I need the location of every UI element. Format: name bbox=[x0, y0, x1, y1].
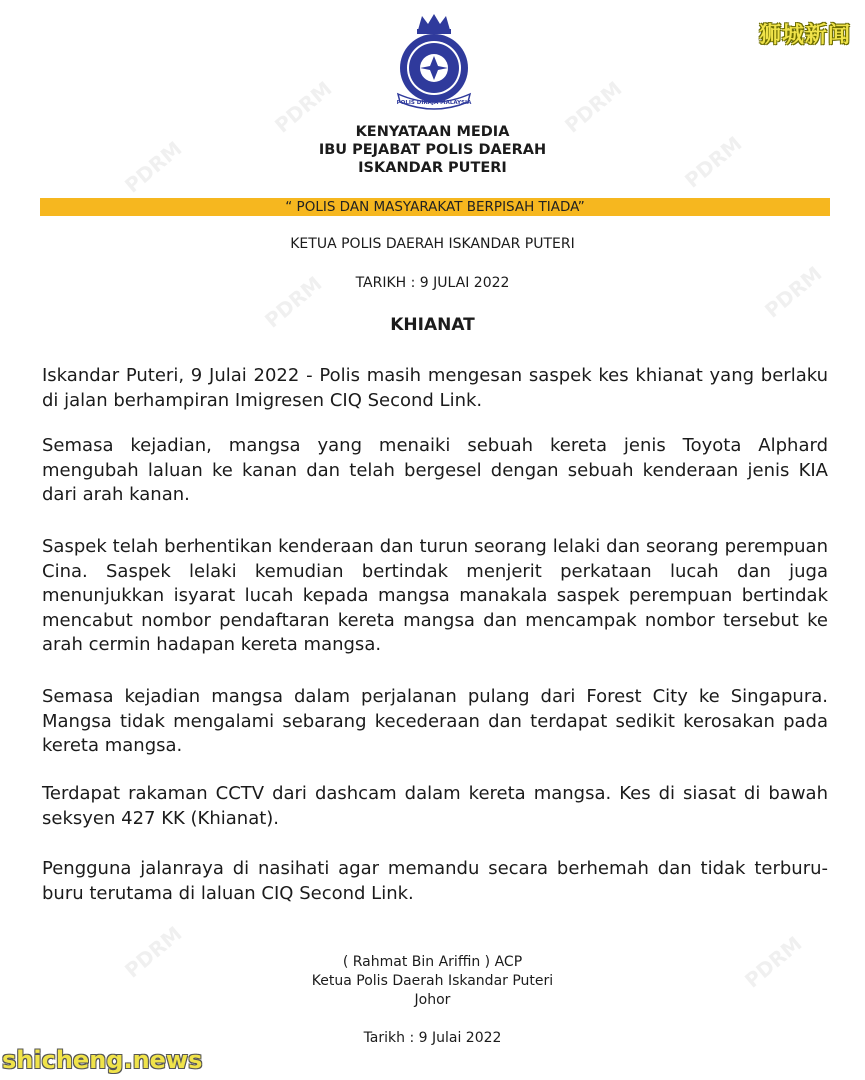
background-watermark: PDRM bbox=[120, 136, 187, 198]
office-line: KETUA POLIS DAERAH ISKANDAR PUTERI bbox=[290, 236, 575, 252]
background-watermark: PDRM bbox=[680, 131, 747, 193]
motto-banner: “ POLIS DAN MASYARAKAT BERPISAH TIADA” bbox=[40, 198, 830, 216]
background-watermark: PDRM bbox=[760, 261, 827, 323]
background-watermark: PDRM bbox=[270, 76, 337, 138]
background-watermark: PDRM bbox=[560, 76, 627, 138]
paragraph-5: Terdapat rakaman CCTV dari dashcam dalam kereta mangsa. Kes di siasat di bawah seksyen 427 KK (Khianat). bbox=[42, 783, 828, 829]
paragraph-4: Semasa kejadian mangsa dalam perjalanan pulang dari Forest City ke Singapura. Mangsa tidak mengalami sebarang kecederaan dan terdapat sedikit kerosakan pada kereta mangsa. bbox=[42, 686, 828, 756]
signatory-state: Johor bbox=[414, 992, 451, 1008]
background-watermark: PDRM bbox=[740, 931, 807, 993]
corner-watermark: 狮城新闻 bbox=[758, 23, 851, 48]
background-watermark: PDRM bbox=[120, 921, 187, 983]
paragraph-1: Iskandar Puteri, 9 Julai 2022 - Polis masih mengesan saspek kes khianat yang berlaku di jalan berhampiran Imigresen CIQ Second Link. bbox=[42, 365, 828, 411]
header-media: KENYATAAN MEDIA bbox=[355, 124, 510, 140]
signatory-position: Ketua Polis Daerah Iskandar Puteri bbox=[311, 973, 554, 989]
header-office: IBU PEJABAT POLIS DAERAH bbox=[318, 142, 547, 158]
background-watermark: PDRM bbox=[260, 271, 327, 333]
site-watermark: shicheng.news bbox=[2, 1046, 203, 1074]
signature-date: Tarikh : 9 Julai 2022 bbox=[363, 1030, 502, 1046]
paragraph-6: Pengguna jalanraya di nasihati agar memandu secara berhemah dan tidak terburu-buru terutama di laluan CIQ Second Link. bbox=[42, 858, 828, 904]
signatory-name: ( Rahmat Bin Ariffin ) ACP bbox=[342, 954, 523, 970]
header-district: ISKANDAR PUTERI bbox=[358, 160, 507, 176]
paragraph-2: Semasa kejadian, mangsa yang menaiki sebuah kereta jenis Toyota Alphard mengubah laluan ke kanan dan telah bergesel dengan sebuah kenderaan jenis KIA dari arah kanan. bbox=[42, 435, 828, 505]
svg-text:POLIS DIRAJA MALAYSIA: POLIS DIRAJA MALAYSIA bbox=[396, 100, 472, 106]
date-line: TARIKH : 9 JULAI 2022 bbox=[355, 275, 510, 291]
paragraph-3: Saspek telah berhentikan kenderaan dan turun seorang lelaki dan seorang perempuan Cina. Saspek lelaki kemudian bertindak menjerit perkataan lucah dan juga menunjukkan isyarat lucah kepada mangsa manakala saspek perempuan bertindak mencabut nombor pendaftaran kereta mangsa dan mencampak nombor tersebut ke arah cermin hadapan kereta mangsa. bbox=[42, 536, 828, 655]
police-crest-icon bbox=[384, 10, 484, 110]
document-title: KHIANAT bbox=[390, 315, 475, 335]
